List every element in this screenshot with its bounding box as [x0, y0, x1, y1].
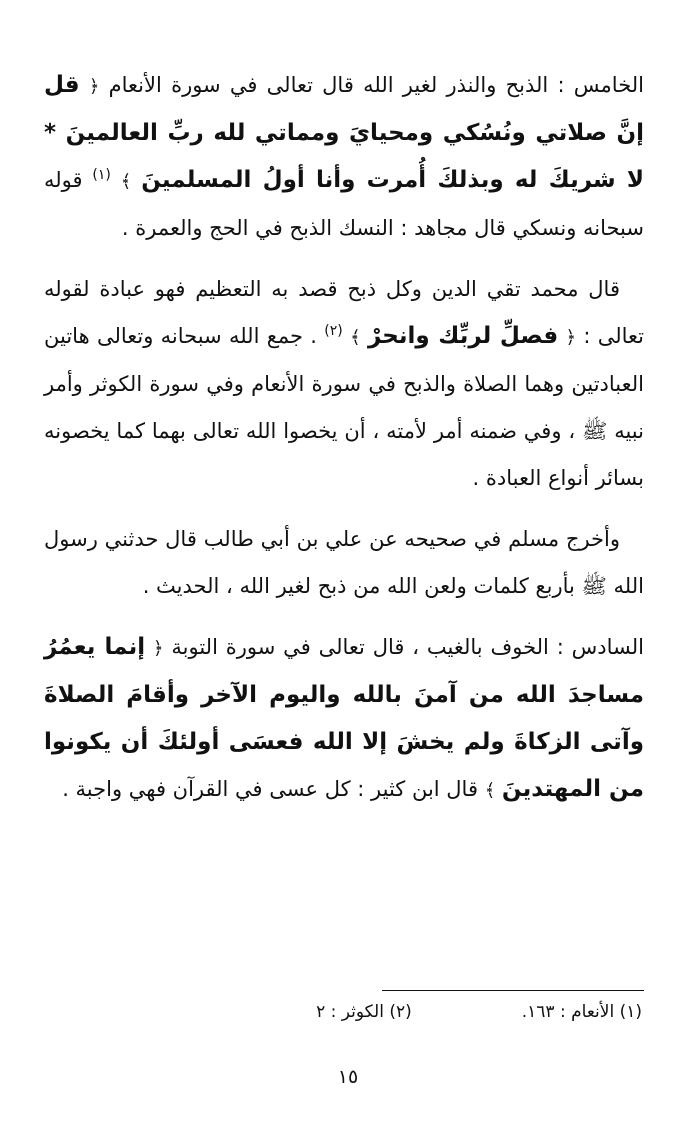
quran-open-bracket: ﴿ — [88, 76, 100, 97]
quran-verse: فصلِّ لربِّك وانحرْ — [367, 323, 559, 349]
paragraph-text: السادس : الخوف بالغيب ، قال تعالى في سورة التوبة — [171, 635, 644, 659]
quran-close-bracket: ﴾ — [120, 171, 132, 192]
footnote-ref: (١) — [92, 167, 111, 183]
quran-close-bracket: ﴾ — [484, 780, 496, 801]
paragraph-sacrifice-worship — [44, 266, 644, 502]
paragraph-sixth-fear — [44, 624, 644, 814]
quran-close-bracket: ﴾ — [350, 327, 361, 348]
paragraph-text: وأخرج مسلم في صحيحه عن علي بن أبي طالب قال حدثني رسول الله ﷺ بأربع كلمات ولعن الله من ذبح لغير الله ، الحديث . — [44, 527, 644, 598]
paragraph-text: الخامس : الذبح والنذر لغير الله قال تعالى في سورة الأنعام — [108, 73, 644, 97]
quran-open-bracket: ﴿ — [152, 638, 164, 659]
quran-verse: قل إنَّ صلاتي ونُسُكي ومحيايَ ومماتي لله ربِّ العالمينَ * لا شريكَ له وبذلكَ أُمرت وأنا أولُ المسلمينَ — [44, 72, 644, 193]
paragraph-fifth-sacrifice — [44, 62, 644, 252]
paragraph-hadith-muslim — [44, 516, 644, 610]
paragraph-text: قوله سبحانه ونسكي قال مجاهد : النسك الذبح في الحج والعمرة . — [44, 168, 644, 240]
paragraph-text: قال ابن كثير : كل عسى في القرآن فهي واجبة . — [62, 777, 478, 801]
footnote-row — [44, 999, 644, 1025]
footnotes — [44, 990, 644, 1025]
footnote-divider — [382, 990, 644, 991]
page-number: ١٥ — [337, 1066, 359, 1088]
paragraph-text: . جمع الله سبحانه وتعالى هاتين العبادتين وهما الصلاة والذبح في سورة الأنعام وفي سورة الكوثر وأمر نبيه ﷺ ، وفي ضمنه أمر لأمته ، أن يخصوا الله تعالى بهما كما يخصونه بسائر أنواع العبادة . — [44, 324, 644, 490]
quran-verse: إنما يعمُرُ مساجدَ الله من آمنَ بالله واليوم الآخر وأقامَ الصلاةَ وآتى الزكاةَ ولم يخشَ إلا الله فعسَى أولئكَ أن يكونوا من المهتدينَ — [44, 634, 644, 802]
footnote-1: (١) الأنعام : ١٦٣. — [521, 1002, 642, 1022]
footnote-ref: (٢) — [324, 323, 343, 339]
page-body — [44, 62, 644, 828]
footnote-2: (٢) الكوثر : ٢ — [316, 1002, 412, 1022]
quran-open-bracket: ﴿ — [565, 327, 577, 348]
paragraph-text: قال محمد تقي الدين وكل ذبح قصد به التعظيم فهو عبادة لقوله تعالى : — [44, 277, 644, 348]
